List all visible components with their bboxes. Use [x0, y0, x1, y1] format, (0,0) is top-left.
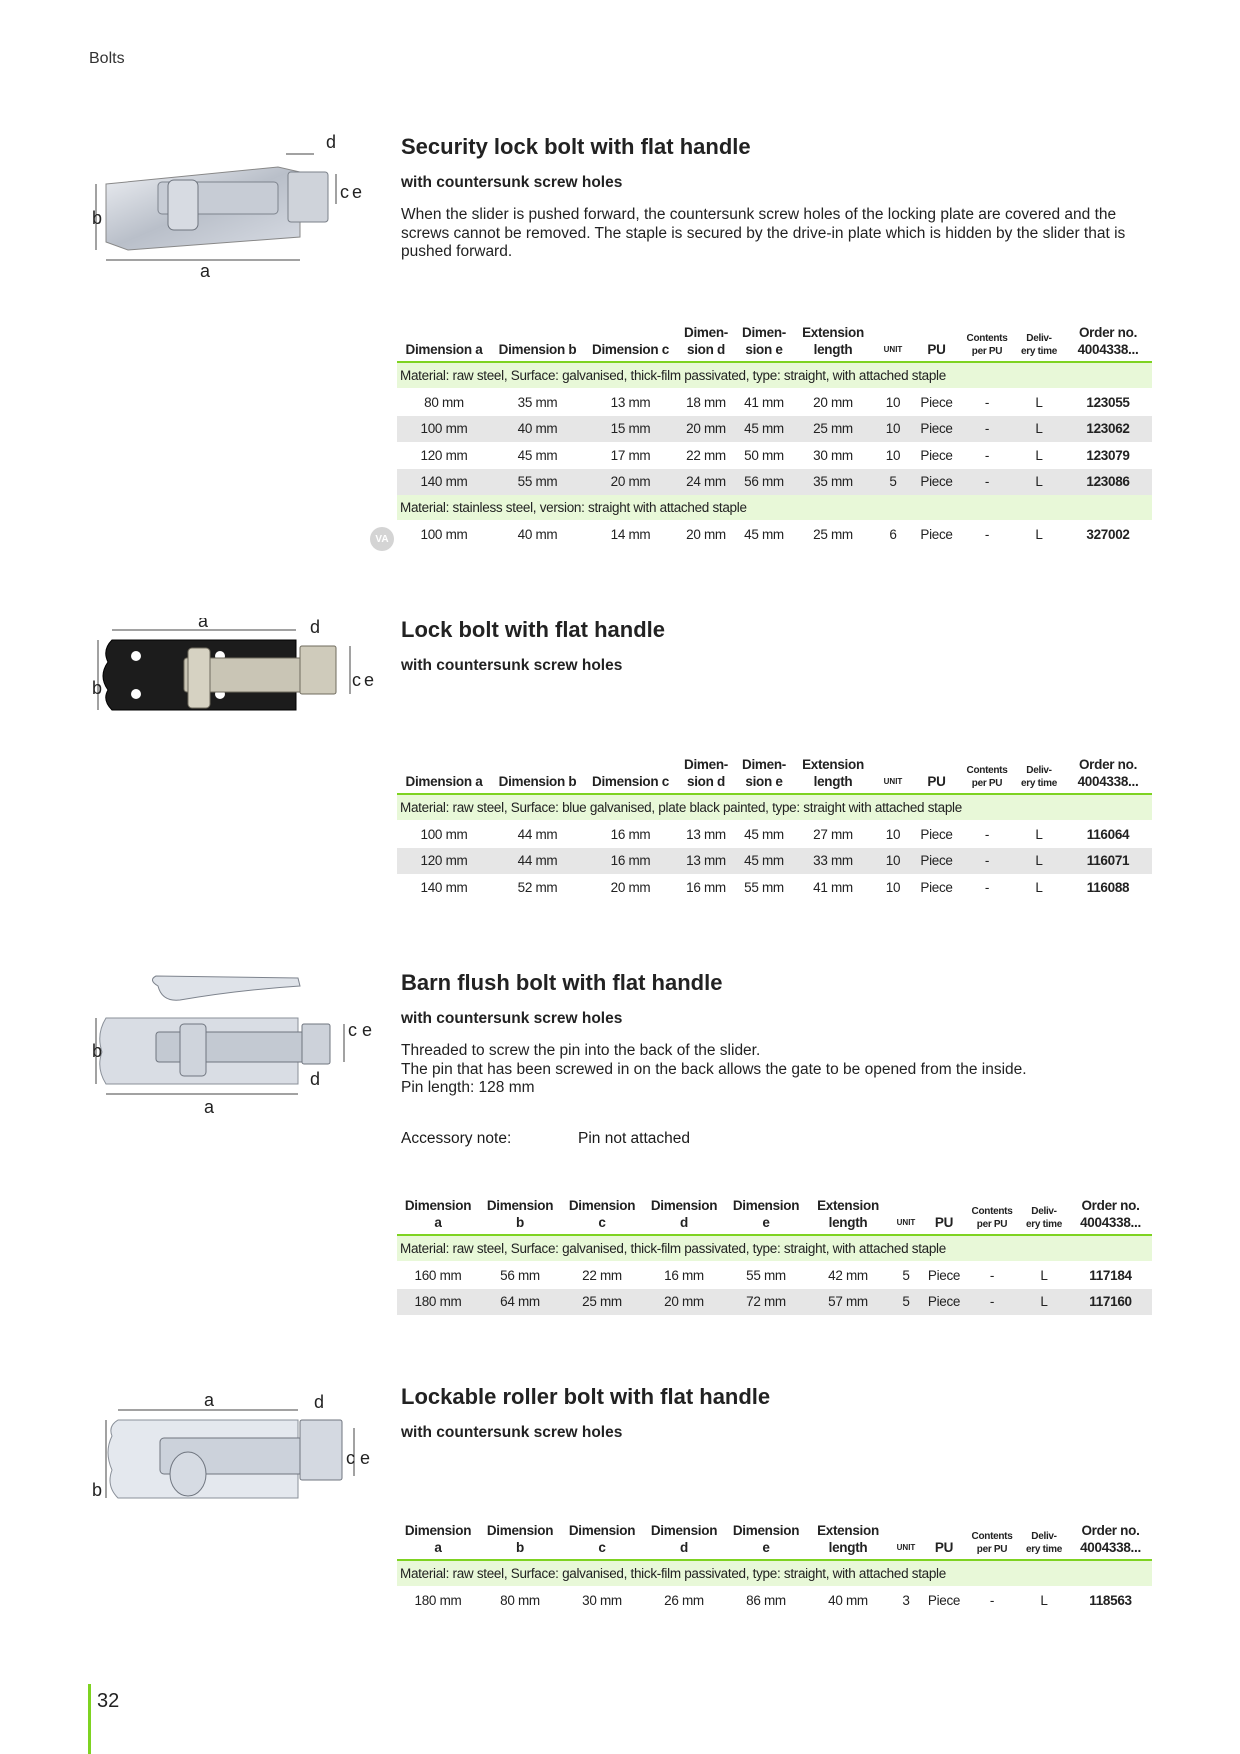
column-header: PU	[913, 324, 960, 362]
product-subtitle: with countersunk screw holes	[401, 174, 623, 191]
table-cell: L	[1035, 826, 1043, 842]
dimension-label-d: d	[310, 1069, 321, 1089]
table-cell: Piece	[920, 447, 953, 463]
table-cell: L	[1040, 1592, 1048, 1608]
column-header: Dimension b	[491, 756, 584, 794]
table-cell: 45 mm	[735, 416, 793, 443]
table-cell: Piece	[920, 526, 953, 542]
accessory-label: Accessory note:	[401, 1129, 512, 1147]
table-cell: L	[1014, 416, 1064, 443]
table-cell: 3	[902, 1592, 910, 1608]
order-number: 327002	[1086, 526, 1130, 542]
table-cell: 25 mm	[793, 416, 873, 443]
table-cell: 100 mm	[397, 416, 491, 443]
table-cell: -	[965, 1289, 1019, 1316]
table-cell: 55 mm	[491, 469, 584, 496]
column-header: Dimension b	[479, 1522, 561, 1560]
column-header: UNIT	[889, 1197, 923, 1235]
table-cell: 5	[889, 1289, 923, 1316]
table-cell: L	[1014, 848, 1064, 875]
column-header: Deliv- ery time	[1019, 1197, 1069, 1235]
table-cell: Piece	[913, 416, 960, 443]
table-cell: 20 mm	[813, 394, 853, 410]
table-cell: 10	[873, 416, 913, 443]
table-cell: 16 mm	[664, 1267, 704, 1283]
column-header: UNIT	[873, 324, 913, 362]
table-cell: 40 mm	[517, 526, 558, 542]
table-cell: Piece	[913, 469, 960, 496]
order-number: 116088	[1086, 879, 1130, 895]
order-number: 123055	[1086, 394, 1130, 410]
table-cell: 26 mm	[664, 1592, 704, 1608]
table-cell: -	[960, 416, 1014, 443]
dimension-label-c: c	[346, 1448, 355, 1468]
product-text	[401, 1384, 1161, 1442]
table-cell: 42 mm	[828, 1267, 868, 1283]
table-cell: 22 mm	[582, 1267, 622, 1283]
spec-table	[397, 756, 1152, 901]
column-header: Extension length	[793, 324, 873, 362]
table-cell: 56 mm	[735, 469, 793, 496]
column-header: Dimension c	[584, 324, 677, 362]
table-cell: 16 mm	[610, 826, 651, 842]
column-header: Dimension a	[397, 1522, 479, 1560]
table-cell: 16 mm	[686, 879, 726, 895]
column-header: Contents per PU	[965, 1197, 1019, 1235]
table-cell: L	[1035, 526, 1043, 542]
column-header: Dimen- sion d	[677, 756, 735, 794]
material-row	[397, 1235, 1152, 1262]
column-header: Dimen- sion d	[677, 324, 735, 362]
table-row	[397, 442, 1152, 469]
product-text	[401, 617, 1161, 675]
order-number: 123079	[1086, 447, 1130, 463]
dimension-label-e: e	[352, 182, 363, 202]
table-cell: 64 mm	[479, 1289, 561, 1316]
table-row	[397, 848, 1152, 875]
table-cell: 55 mm	[746, 1267, 786, 1283]
table-cell: 25 mm	[813, 526, 853, 542]
column-header: Dimension c	[561, 1522, 643, 1560]
table-cell: 52 mm	[517, 879, 558, 895]
table-cell: Piece	[927, 1592, 961, 1608]
material-text: Material: raw steel, Surface: galvanised, thick-film passivated, type: straight, with attached staple	[397, 362, 1152, 389]
table-cell: 17 mm	[610, 447, 651, 463]
table-cell: 55 mm	[744, 879, 784, 895]
table-cell: 30 mm	[582, 1592, 622, 1608]
table-cell: 20 mm	[610, 879, 651, 895]
table-cell: 10	[885, 879, 901, 895]
table-cell: L	[1014, 469, 1064, 496]
table-cell: 40 mm	[828, 1592, 868, 1608]
order-number: 116064	[1086, 826, 1130, 842]
table-cell: 45 mm	[744, 526, 784, 542]
column-header: Dimension d	[643, 1522, 725, 1560]
product-subtitle: with countersunk screw holes	[401, 1010, 623, 1027]
product-subtitle: with countersunk screw holes	[401, 657, 623, 674]
table-cell: 13 mm	[677, 848, 735, 875]
table-cell: 41 mm	[744, 394, 784, 410]
dimension-label-c: c	[352, 670, 361, 690]
column-header: Extension length	[793, 756, 873, 794]
column-header: Dimension c	[561, 1197, 643, 1235]
table-row	[397, 1587, 1152, 1614]
table-cell: 120 mm	[397, 848, 491, 875]
spec-table	[397, 1522, 1152, 1614]
product-title: Lock bolt with flat handle	[401, 617, 665, 642]
table-cell: 27 mm	[813, 826, 853, 842]
order-number: 123086	[1064, 469, 1152, 496]
column-header: Dimension d	[643, 1197, 725, 1235]
table-cell: 13 mm	[686, 826, 726, 842]
table-cell: L	[1019, 1289, 1069, 1316]
dimension-label-b: b	[92, 208, 103, 228]
table-cell: 24 mm	[677, 469, 735, 496]
column-header: Dimension a	[397, 324, 491, 362]
table-row	[397, 1262, 1152, 1289]
column-header: UNIT	[873, 756, 913, 794]
column-header: PU	[923, 1522, 965, 1560]
table-cell: 16 mm	[584, 848, 677, 875]
product-description: Threaded to screw the pin into the back of the slider. The pin that has been screwed in on the back allows the gate to be opened from the inside. Pin length: 128 mm	[401, 1042, 1027, 1096]
table-row	[397, 389, 1152, 416]
dimension-label-d: d	[310, 618, 321, 637]
column-header: Dimension a	[397, 1197, 479, 1235]
dimension-label-b: b	[92, 1480, 103, 1500]
column-header: Order no. 4004338...	[1064, 324, 1152, 362]
product-image-lock-bolt	[88, 618, 388, 743]
column-header: Contents per PU	[965, 1522, 1019, 1560]
table-cell: -	[989, 1267, 995, 1283]
column-header: Dimension c	[584, 756, 677, 794]
product-title: Barn flush bolt with flat handle	[401, 970, 723, 995]
table-cell: -	[960, 469, 1014, 496]
table-cell: -	[984, 394, 990, 410]
material-row	[397, 1560, 1152, 1587]
order-number: 116071	[1064, 848, 1152, 875]
column-header: Dimension e	[725, 1522, 807, 1560]
stainless-steel-badge: VA	[370, 527, 394, 551]
material-text: Material: raw steel, Surface: galvanised, thick-film passivated, type: straight, with attached staple	[397, 1560, 1152, 1587]
table-cell: -	[989, 1592, 995, 1608]
column-header: Extension length	[807, 1522, 889, 1560]
table-cell: Piece	[920, 879, 953, 895]
table-cell: 40 mm	[491, 416, 584, 443]
table-cell: 20 mm	[677, 416, 735, 443]
table-cell: 180 mm	[397, 1289, 479, 1316]
product-image-barn-flush-bolt	[88, 972, 388, 1117]
table-cell: 50 mm	[744, 447, 784, 463]
table-cell: Piece	[920, 826, 953, 842]
table-cell: 13 mm	[610, 394, 651, 410]
table-cell: 20 mm	[584, 469, 677, 496]
table-cell: 100 mm	[420, 526, 468, 542]
material-row	[397, 362, 1152, 389]
table-header-row	[397, 756, 1152, 794]
column-header: Deliv- ery time	[1019, 1522, 1069, 1560]
material-text: Material: raw steel, Surface: blue galvanised, plate black painted, type: straight with attached staple	[397, 794, 1152, 821]
column-header: Dimen- sion e	[735, 324, 793, 362]
dimension-label-b: b	[92, 1041, 103, 1061]
table-cell: 10	[873, 848, 913, 875]
column-header: Deliv- ery time	[1014, 324, 1064, 362]
table-cell: 140 mm	[420, 879, 468, 895]
table-cell: L	[1035, 879, 1043, 895]
order-number: 118563	[1089, 1592, 1132, 1608]
table-cell: Piece	[913, 848, 960, 875]
table-cell: -	[984, 526, 990, 542]
table-cell: Piece	[923, 1289, 965, 1316]
table-cell: 18 mm	[686, 394, 726, 410]
table-cell: -	[984, 447, 990, 463]
table-cell: 80 mm	[500, 1592, 540, 1608]
table-cell: 45 mm	[517, 447, 558, 463]
material-text: Material: raw steel, Surface: galvanised, thick-film passivated, type: straight, with attached staple	[397, 1235, 1152, 1262]
dimension-label-c: c	[340, 182, 349, 202]
table-cell: 35 mm	[793, 469, 873, 496]
table-cell: L	[1040, 1267, 1048, 1283]
column-header: Contents per PU	[960, 756, 1014, 794]
dimension-label-d: d	[326, 132, 337, 152]
table-cell: 35 mm	[517, 394, 558, 410]
product-image-security-lock-bolt	[88, 132, 388, 282]
table-cell: 86 mm	[746, 1592, 786, 1608]
table-cell: Piece	[927, 1267, 961, 1283]
column-header: PU	[913, 756, 960, 794]
product-text	[401, 970, 1161, 1148]
table-cell: 140 mm	[397, 469, 491, 496]
table-row	[397, 469, 1152, 496]
table-cell: 6	[889, 526, 897, 542]
dimension-label-e: e	[360, 1448, 371, 1468]
order-number: 117160	[1069, 1289, 1152, 1316]
column-header: Deliv- ery time	[1014, 756, 1064, 794]
dimension-label-b: b	[92, 678, 103, 698]
spec-table	[397, 1197, 1152, 1315]
table-header-row	[397, 1522, 1152, 1560]
table-cell: 45 mm	[744, 826, 784, 842]
column-header: PU	[923, 1197, 965, 1235]
order-number: 117184	[1089, 1267, 1132, 1283]
table-cell: Piece	[920, 394, 953, 410]
table-cell: 20 mm	[643, 1289, 725, 1316]
accessory-value: Pin not attached	[578, 1129, 691, 1147]
dimension-label-d: d	[314, 1392, 325, 1412]
column-header: Dimension a	[397, 756, 491, 794]
table-cell: 120 mm	[420, 447, 468, 463]
product-subtitle: with countersunk screw holes	[401, 1424, 623, 1441]
column-header: Dimen- sion e	[735, 756, 793, 794]
accessory-note	[401, 1130, 1161, 1148]
spec-table	[397, 324, 1152, 548]
dimension-label-c: c	[348, 1020, 357, 1040]
column-header: Dimension b	[491, 324, 584, 362]
table-cell: 160 mm	[414, 1267, 462, 1283]
table-row	[397, 521, 1152, 548]
table-cell: 44 mm	[491, 848, 584, 875]
column-header: Contents per PU	[960, 324, 1014, 362]
table-cell: L	[1035, 447, 1043, 463]
order-number: 123062	[1064, 416, 1152, 443]
table-cell: 180 mm	[414, 1592, 462, 1608]
material-text: Material: stainless steel, version: straight with attached staple	[397, 495, 1152, 521]
table-cell: 57 mm	[807, 1289, 889, 1316]
column-header: Order no. 4004338...	[1069, 1522, 1152, 1560]
column-header: Order no. 4004338...	[1064, 756, 1152, 794]
table-header-row	[397, 324, 1152, 362]
table-cell: 20 mm	[686, 526, 726, 542]
dimension-label-a: a	[198, 618, 209, 631]
table-cell: 10	[885, 826, 901, 842]
table-cell: 10	[885, 447, 901, 463]
table-cell: 5	[902, 1267, 910, 1283]
column-header: UNIT	[889, 1522, 923, 1560]
table-cell: 45 mm	[735, 848, 793, 875]
table-cell: 41 mm	[813, 879, 853, 895]
table-cell: -	[984, 826, 990, 842]
table-header-row	[397, 1197, 1152, 1235]
column-header: Dimension b	[479, 1197, 561, 1235]
product-description: When the slider is pushed forward, the countersunk screw holes of the locking plate are covered and the screws cannot be removed. The staple is secured by the drive-in plate which is hidden by the slider that is pushed forward.	[401, 206, 1126, 260]
dimension-label-e: e	[362, 1020, 373, 1040]
table-cell: 22 mm	[686, 447, 726, 463]
page-number: 32	[97, 1690, 120, 1712]
page-header: Bolts	[89, 50, 125, 67]
table-row	[397, 416, 1152, 443]
dimension-label-a: a	[204, 1097, 215, 1117]
table-cell: 5	[873, 469, 913, 496]
page-number-accent-bar	[88, 1684, 91, 1754]
table-cell: 33 mm	[793, 848, 873, 875]
column-header: Order no. 4004338...	[1069, 1197, 1152, 1235]
table-row	[397, 821, 1152, 848]
material-row	[397, 495, 1152, 521]
dimension-label-a: a	[200, 261, 211, 281]
table-row	[397, 874, 1152, 901]
table-cell: -	[984, 879, 990, 895]
table-cell: 72 mm	[725, 1289, 807, 1316]
column-header: Extension length	[807, 1197, 889, 1235]
product-title: Security lock bolt with flat handle	[401, 134, 751, 159]
dimension-label-a: a	[204, 1390, 215, 1410]
product-text	[401, 134, 1161, 262]
table-cell: -	[960, 848, 1014, 875]
material-row	[397, 794, 1152, 821]
table-cell: 80 mm	[424, 394, 464, 410]
table-cell: 15 mm	[584, 416, 677, 443]
table-cell: 44 mm	[517, 826, 558, 842]
table-row	[397, 1289, 1152, 1316]
dimension-label-e: e	[364, 670, 375, 690]
table-cell: 56 mm	[500, 1267, 540, 1283]
table-cell: 100 mm	[420, 826, 468, 842]
product-image-lockable-roller-bolt	[88, 1390, 388, 1530]
product-title: Lockable roller bolt with flat handle	[401, 1384, 771, 1409]
table-cell: L	[1035, 394, 1043, 410]
table-cell: 30 mm	[813, 447, 853, 463]
table-cell: 10	[885, 394, 901, 410]
column-header: Dimension e	[725, 1197, 807, 1235]
table-cell: 14 mm	[610, 526, 651, 542]
table-cell: 25 mm	[561, 1289, 643, 1316]
